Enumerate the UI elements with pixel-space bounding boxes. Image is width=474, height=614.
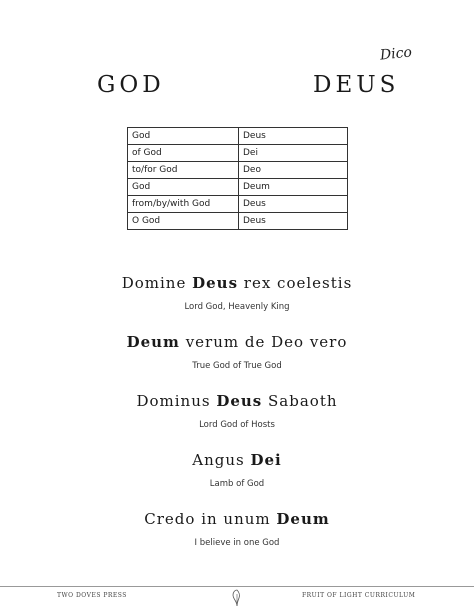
table-cell-english: to/for God [128,162,239,179]
table-row [128,179,348,196]
table-cell-latin: Deo [239,162,348,179]
table-cell-english: of God [128,145,239,162]
footer-divider [0,586,474,587]
table-row [128,196,348,213]
table-cell-english: God [128,128,239,145]
english-translation: I believe in one God [194,538,280,548]
phrase-keyword: Deus [216,392,263,410]
phrase-block [0,451,474,489]
heading-latin: DEUS [313,72,400,98]
phrase-block [0,274,474,312]
heading-english: GOD [97,72,165,98]
table-cell-latin: Deum [239,179,348,196]
footer-curriculum: FRUIT OF LIGHT CURRICULUM [302,592,416,599]
table-cell-latin: Dei [239,145,348,162]
phrase-block [0,392,474,430]
table-cell-english: O God [128,213,239,230]
english-translation: Lord God, Heavenly King [184,302,290,312]
table-row [128,145,348,162]
phrase-keyword: Deum [126,333,180,351]
table-cell-latin: Deus [239,128,348,145]
latin-phrase: Domine Deus rex coelestis [121,274,353,292]
table-cell-latin: Deus [239,196,348,213]
phrase-block [0,510,474,548]
phrase-keyword: Dei [250,451,282,469]
phrase-block [0,333,474,371]
table-cell-english: from/by/with God [128,196,239,213]
leaf-icon [230,589,244,607]
latin-phrase: Credo in unum Deum [144,510,330,528]
english-translation: Lamb of God [209,479,265,489]
phrase-keyword: Deus [192,274,239,292]
table-row [128,213,348,230]
latin-phrase: Deum verum de Deo vero [126,333,348,351]
english-translation: True God of True God [192,361,282,371]
table-cell-latin: Deus [239,213,348,230]
latin-phrase: Dominus Deus Sabaoth [136,392,338,410]
phrase-keyword: Deum [276,510,330,528]
latin-phrase: Angus Dei [192,451,282,469]
table-row [128,128,348,145]
script-annotation: Dico [379,44,413,64]
footer-publisher: TWO DOVES PRESS [57,592,127,599]
table-row [128,162,348,179]
table-cell-english: God [128,179,239,196]
declension-table [127,127,348,230]
english-translation: Lord God of Hosts [199,420,275,430]
